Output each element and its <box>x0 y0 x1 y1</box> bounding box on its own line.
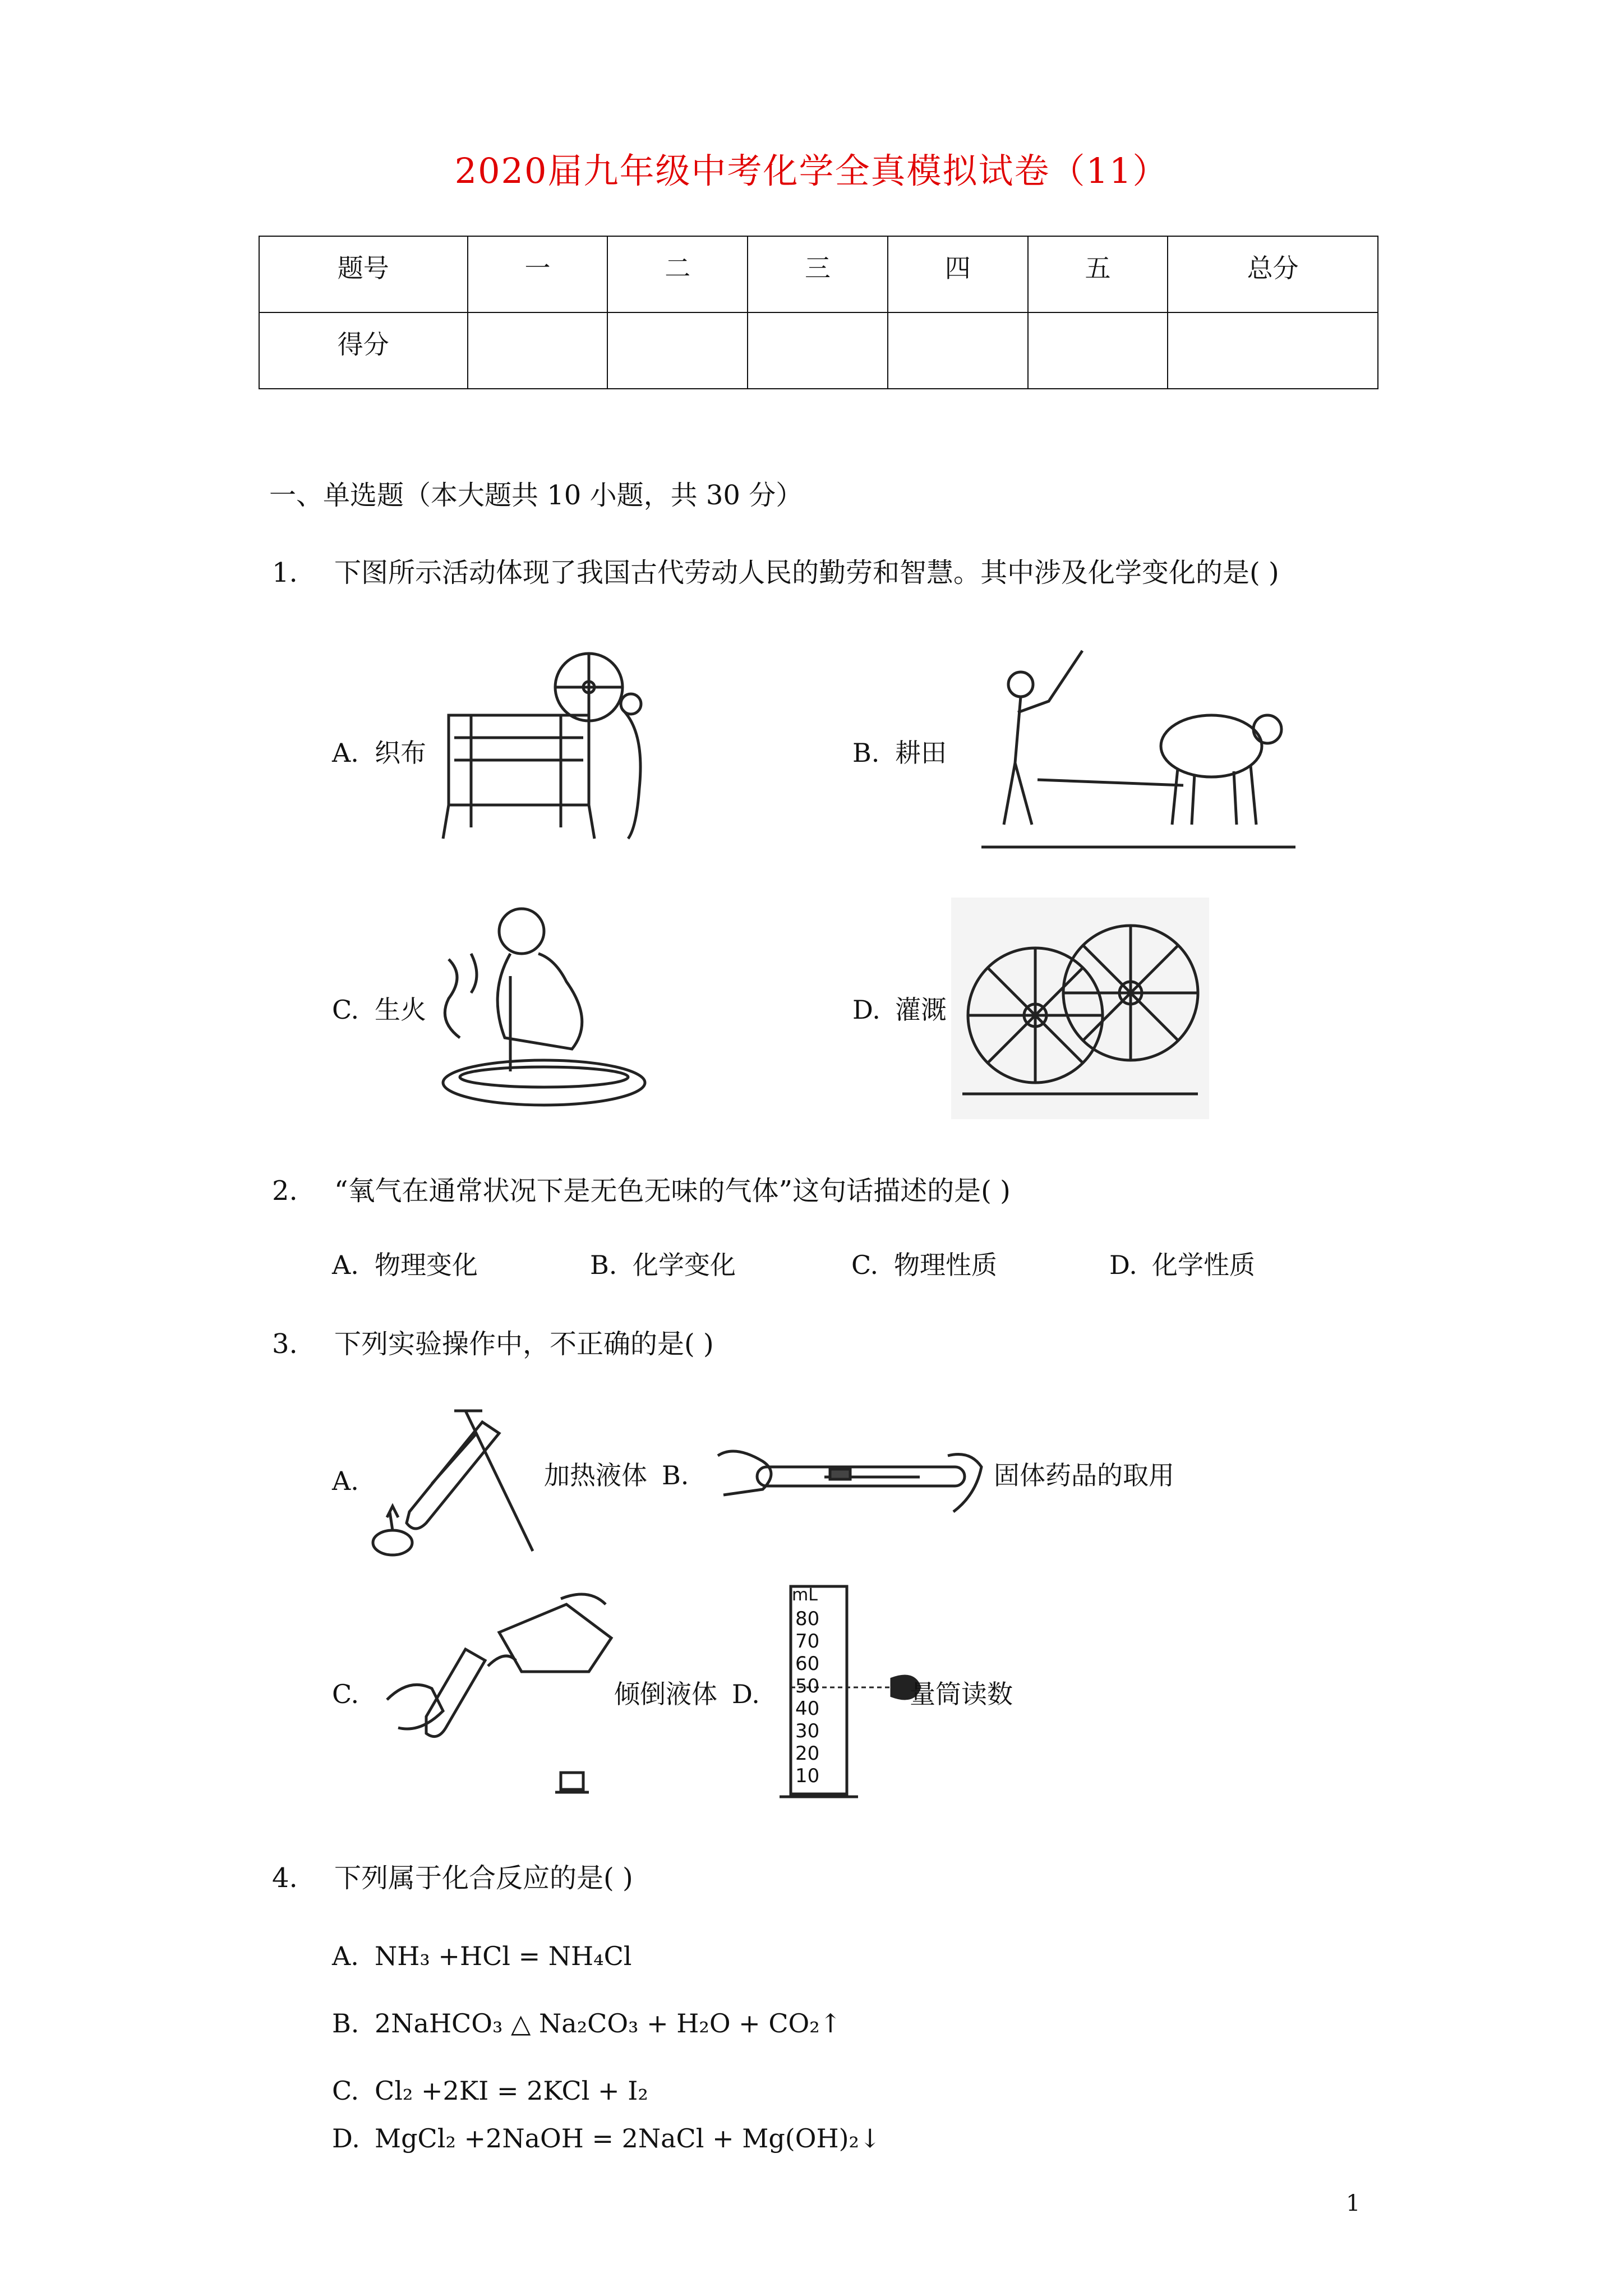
equation: NH₃ +HCl = NH₄Cl <box>375 1941 632 1971</box>
option-letter: B. <box>662 1460 689 1490</box>
option-text: 量筒读数 <box>910 1679 1013 1709</box>
heating-liquid-image <box>370 1400 544 1562</box>
option-text: 织布 <box>375 738 426 768</box>
cylinder-tick: 80 <box>795 1608 820 1630</box>
question-number: 3. <box>272 1328 298 1360</box>
option-text: 物理变化 <box>375 1250 478 1280</box>
option-letter: B. <box>332 2008 359 2039</box>
cylinder-tick: 30 <box>795 1720 820 1742</box>
option-letter: D. <box>852 995 880 1025</box>
water-wheel-image <box>951 898 1209 1119</box>
plowing-ox-image <box>970 639 1295 853</box>
question-stem: 下列属于化合反应的是( ) <box>334 1862 633 1894</box>
score-cell[interactable] <box>468 312 608 389</box>
option-letter: A. <box>332 1466 359 1496</box>
table-cell: 得分 <box>259 312 468 389</box>
table-cell: 三 <box>748 236 888 312</box>
score-cell[interactable] <box>1168 312 1378 389</box>
question-stem: 下列实验操作中，不正确的是( ) <box>334 1328 714 1360</box>
question-stem: 下图所示活动体现了我国古代劳动人民的勤劳和智慧。其中涉及化学变化的是( ) <box>334 557 1279 588</box>
option-letter: C. <box>332 995 359 1025</box>
question-number: 4. <box>272 1862 298 1894</box>
making-fire-image <box>426 892 673 1116</box>
option-letter: B. <box>590 1250 617 1280</box>
question-number: 1. <box>272 557 298 588</box>
table-cell: 四 <box>888 236 1028 312</box>
option-text: 化学变化 <box>633 1250 736 1280</box>
page-number: 1 <box>1346 2191 1361 2216</box>
cylinder-scale <box>795 1608 819 1787</box>
option-letter: B. <box>852 738 880 768</box>
option-text: 倾倒液体 <box>614 1679 717 1709</box>
option-letter: C. <box>332 2076 359 2106</box>
score-cell[interactable] <box>748 312 888 389</box>
score-cell[interactable] <box>607 312 748 389</box>
option-text: 化学性质 <box>1152 1250 1255 1280</box>
table-cell: 一 <box>468 236 608 312</box>
option-text: 加热液体 <box>544 1460 647 1490</box>
option-letter: D. <box>332 2123 360 2154</box>
equation: Cl₂ +2KI = 2KCl + I₂ <box>375 2076 648 2106</box>
table-cell: 五 <box>1028 236 1168 312</box>
cylinder-tick: 20 <box>795 1742 820 1765</box>
cylinder-tick: 70 <box>795 1630 820 1653</box>
cylinder-tick: 40 <box>795 1697 820 1720</box>
score-table-header-row <box>259 236 1378 312</box>
option-letter: D. <box>1109 1250 1137 1280</box>
cylinder-tick: 10 <box>795 1765 820 1787</box>
option-letter: A. <box>332 1941 359 1971</box>
option-letter: D. <box>732 1679 760 1709</box>
score-cell[interactable] <box>1028 312 1168 389</box>
option-letter: A. <box>332 1250 359 1280</box>
table-cell: 总分 <box>1168 236 1378 312</box>
score-cell[interactable] <box>888 312 1028 389</box>
option-letter: C. <box>851 1250 879 1280</box>
option-letter: A. <box>332 738 359 768</box>
question-number: 2. <box>272 1175 298 1207</box>
table-cell: 题号 <box>259 236 468 312</box>
option-text: 物理性质 <box>894 1250 997 1280</box>
cylinder-tick: 60 <box>795 1653 820 1675</box>
cylinder-tick: 50 <box>795 1675 820 1697</box>
equation: MgCl₂ +2NaOH = 2NaCl + Mg(OH)₂↓ <box>375 2123 881 2154</box>
score-table <box>259 236 1378 389</box>
adding-solid-image <box>712 1433 993 1523</box>
table-cell: 二 <box>607 236 748 312</box>
option-letter: C. <box>332 1679 359 1709</box>
section-heading: 一、单选题（本大题共 10 小题，共 30 分） <box>269 480 803 511</box>
page-title: 2020届九年级中考化学全真模拟试卷（11） <box>454 150 1169 191</box>
option-text: 耕田 <box>895 738 947 768</box>
score-table-score-row <box>259 312 1378 389</box>
cylinder-unit-label: mL <box>792 1585 818 1605</box>
option-text: 灌溉 <box>895 995 947 1025</box>
equation: 2NaHCO₃ △ Na₂CO₃ + H₂O + CO₂↑ <box>375 2008 842 2039</box>
option-text: 生火 <box>375 995 426 1025</box>
question-stem: “氧气在通常状况下是无色无味的气体”这句话描述的是( ) <box>334 1175 1011 1207</box>
option-text: 固体药品的取用 <box>994 1460 1174 1490</box>
pouring-liquid-image <box>376 1588 611 1806</box>
weaving-loom-image <box>437 642 673 844</box>
